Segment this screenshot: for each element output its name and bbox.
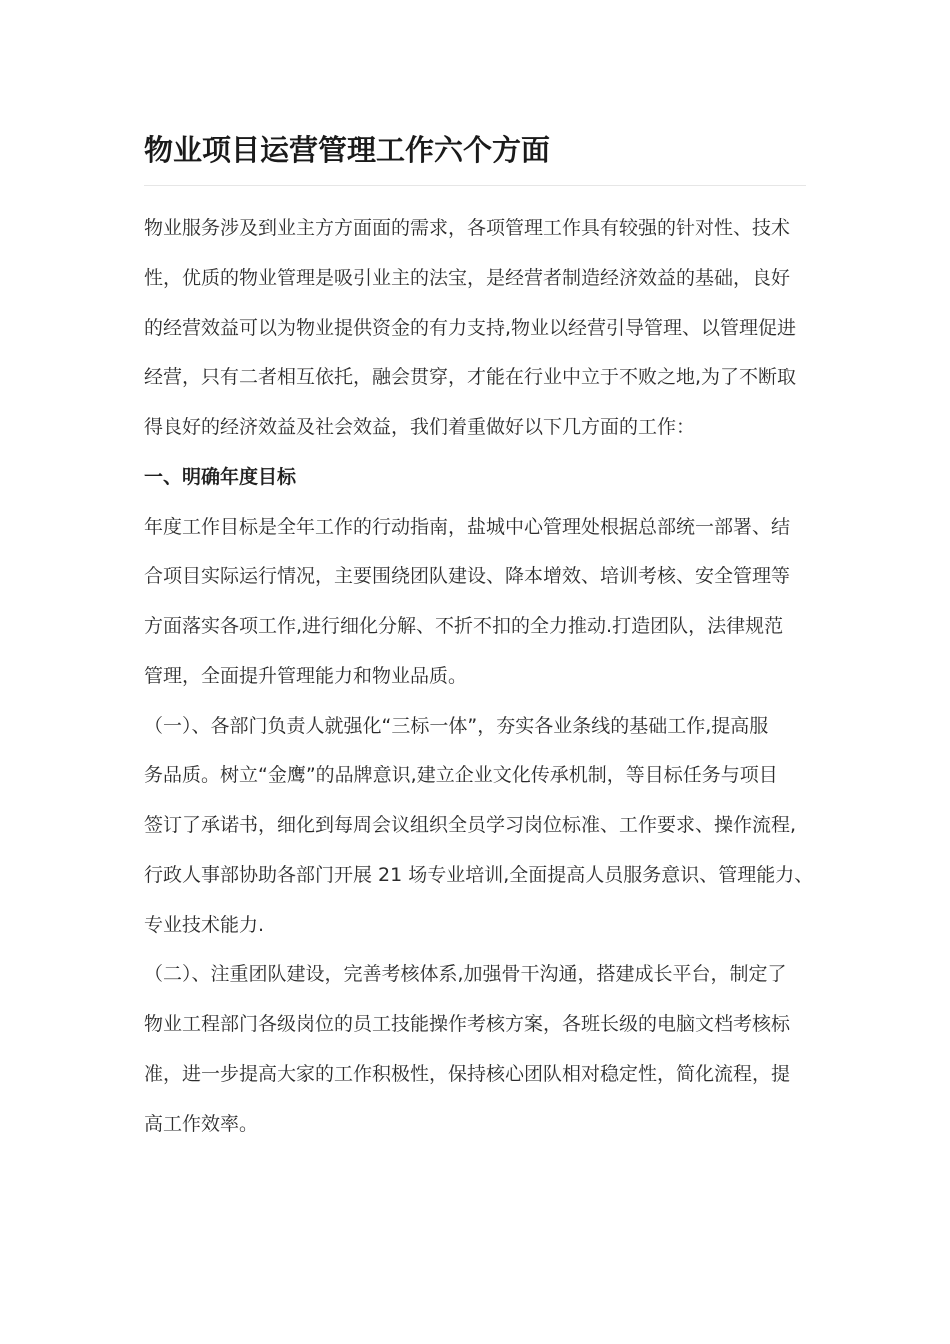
intro-paragraph-line: 的经营效益可以为物业提供资金的有力支持,物业以经营引导管理、以管理促进 (144, 317, 797, 339)
subsection-one-line: 专业技术能力. (144, 914, 265, 936)
subsection-two-line: （二）、注重团队建设，完善考核体系,加强骨干沟通，搭建成长平台，制定了 (144, 963, 787, 985)
section-paragraph-line: 方面落实各项工作,进行细化分解、不折不扣的全力推动.打造团队，法律规范 (144, 615, 784, 637)
subsection-one-line: 务品质。树立“金鹰”的品牌意识,建立企业文化传承机制，等目标任务与项目 (144, 764, 778, 786)
section-heading: 一、明确年度目标 (144, 466, 297, 488)
title-divider (144, 185, 806, 186)
subsection-one-line: 行政人事部协助各部门开展 21 场专业培训,全面提高人员服务意识、管理能力、 (144, 864, 814, 886)
subsection-two-line: 高工作效率。 (144, 1113, 259, 1135)
subsection-one-line: 签订了承诺书，细化到每周会议组织全员学习岗位标准、工作要求、操作流程, (144, 814, 797, 836)
subsection-one-line: （一）、各部门负责人就强化“三标一体”，夯实各业条线的基础工作,提高服 (144, 715, 769, 737)
subsection-two-line: 准，进一步提高大家的工作积极性，保持核心团队相对稳定性，简化流程，提 (144, 1063, 791, 1085)
intro-paragraph-line: 经营，只有二者相互依托，融会贯穿，才能在行业中立于不败之地,为了不断取 (144, 366, 797, 388)
intro-paragraph-line: 物业服务涉及到业主方方面面的需求，各项管理工作具有较强的针对性、技术 (144, 217, 791, 239)
document-title: 物业项目运营管理工作六个方面 (144, 133, 551, 167)
section-paragraph-line: 管理，全面提升管理能力和物业品质。 (144, 665, 468, 687)
section-paragraph-line: 年度工作目标是全年工作的行动指南，盐城中心管理处根据总部统一部署、结 (144, 516, 791, 538)
intro-paragraph-line: 性，优质的物业管理是吸引业主的法宝，是经营者制造经济效益的基础，良好 (144, 267, 791, 289)
section-paragraph-line: 合项目实际运行情况，主要围绕团队建设、降本增效、培训考核、安全管理等 (144, 565, 791, 587)
intro-paragraph-line: 得良好的经济效益及社会效益，我们着重做好以下几方面的工作： (144, 416, 696, 438)
subsection-two-line: 物业工程部门各级岗位的员工技能操作考核方案，各班长级的电脑文档考核标 (144, 1013, 791, 1035)
